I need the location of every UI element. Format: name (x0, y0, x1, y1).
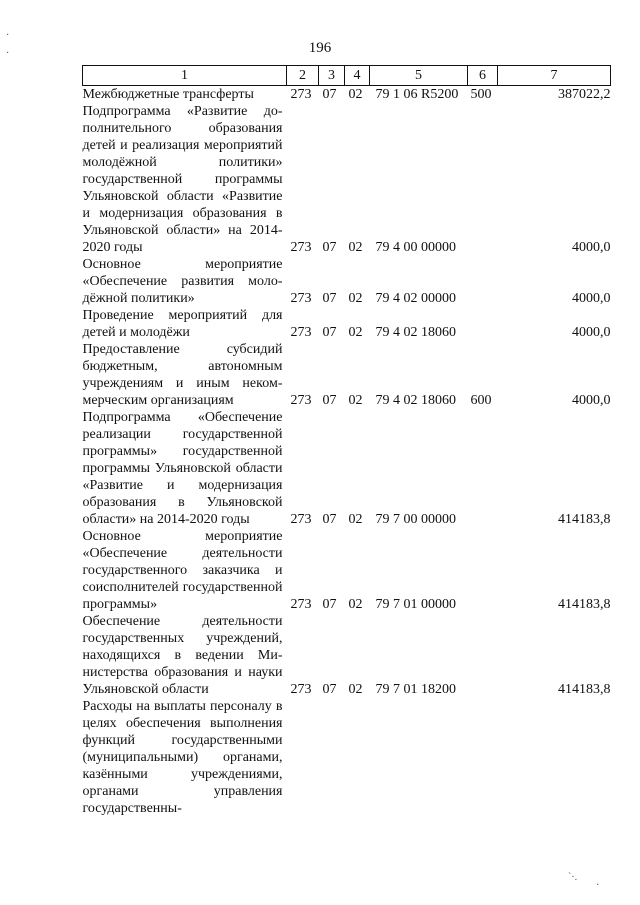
table-row (83, 256, 611, 307)
table-row (83, 86, 611, 104)
row-amount: 387022,2 (558, 87, 611, 102)
row-subsection-code (345, 698, 370, 817)
table-row (83, 307, 611, 341)
row-ministry-code: 273 (290, 325, 312, 340)
row-name: Основное мероприятие «Обеспечение развития молодёжной политики» (82, 257, 283, 306)
scan-speck: · (596, 880, 600, 891)
row-subsection-code: 02 (348, 87, 363, 102)
row-amount: 414183,8 (558, 597, 611, 612)
row-expense-type (468, 103, 498, 256)
row-amount: 414183,8 (558, 512, 611, 527)
table-header-row (83, 66, 611, 86)
row-expense-type (468, 613, 498, 698)
row-ministry-code (287, 698, 319, 817)
row-subsection-code: 02 (348, 512, 363, 527)
column-header: 4 (345, 66, 370, 86)
row-name: Подпрограмма «Обеспечение реализации государственной программы» государственной программы Ульяновской области «Развитие и модернизация образования в Ульяновской области» на 2014-2020 годы (82, 410, 283, 527)
row-target-code (370, 698, 468, 817)
row-ministry-code: 273 (290, 291, 312, 306)
row-section-code: 07 (322, 325, 337, 340)
row-subsection-code: 02 (348, 682, 363, 697)
column-header: 3 (319, 66, 345, 86)
column-header: 5 (370, 66, 468, 86)
row-amount: 4000,0 (572, 325, 611, 340)
row-target-code: 79 7 01 00000 (375, 597, 456, 612)
row-target-code: 79 7 00 00000 (375, 512, 456, 527)
row-section-code: 07 (322, 682, 337, 697)
row-section-code (319, 698, 345, 817)
row-name: Межбюджетные трансферты (82, 87, 254, 102)
row-subsection-code: 02 (348, 597, 363, 612)
scan-speck: · (6, 48, 10, 59)
table-row (83, 341, 611, 409)
row-section-code: 07 (322, 512, 337, 527)
row-subsection-code: 02 (348, 393, 363, 408)
column-header: 6 (468, 66, 498, 86)
page-number: 196 (308, 40, 332, 56)
row-expense-type (468, 307, 498, 341)
row-amount (498, 698, 611, 817)
row-amount: 414183,8 (558, 682, 611, 697)
scan-speck: `·. (568, 872, 578, 883)
scan-speck: · (6, 30, 10, 41)
column-header: 7 (498, 66, 611, 86)
row-subsection-code: 02 (348, 325, 363, 340)
row-name: Основное мероприятие «Обеспечение деятельности государственного заказчика и соисполнителей государственной программы» (82, 529, 283, 612)
row-target-code: 79 4 02 18060 (375, 325, 456, 340)
row-subsection-code: 02 (348, 291, 363, 306)
row-target-code: 79 1 06 R5200 (375, 87, 459, 102)
table-row (83, 409, 611, 528)
row-section-code: 07 (322, 393, 337, 408)
row-name: Подпрограмма «Развитие дополнительного образования детей и реализация мероприятий молодёжной политики» государственной программы Ульяновской области «Развитие и модернизация образования в Ульяновской области» на 2014-2020 годы (82, 104, 283, 255)
table-row (83, 613, 611, 698)
table-row (83, 103, 611, 256)
row-subsection-code: 02 (348, 240, 363, 255)
row-name: Предоставление субсидий бюджетным, автономным учреждениям и иным некоммерческим организациям (82, 342, 283, 408)
row-name: Расходы на выплаты персоналу в целях обеспечения выполнения функций государственными (муниципальными) органами, казёнными учреждениями, органами управления государственны- (82, 699, 283, 816)
column-header: 2 (287, 66, 319, 86)
row-expense-type: 500 (470, 87, 492, 102)
row-amount: 4000,0 (572, 240, 611, 255)
column-header: 1 (83, 66, 287, 86)
row-name: Проведение мероприятий для детей и молодёжи (82, 308, 283, 340)
row-expense-type (468, 256, 498, 307)
row-ministry-code: 273 (290, 393, 312, 408)
table-row (83, 698, 611, 817)
row-section-code: 07 (322, 597, 337, 612)
row-target-code: 79 4 02 18060 (375, 393, 456, 408)
row-ministry-code: 273 (290, 682, 312, 697)
row-target-code: 79 4 02 00000 (375, 291, 456, 306)
row-section-code: 07 (322, 291, 337, 306)
row-target-code: 79 4 00 00000 (375, 240, 456, 255)
row-expense-type (468, 528, 498, 613)
row-ministry-code: 273 (290, 512, 312, 527)
row-amount: 4000,0 (572, 291, 611, 306)
row-ministry-code: 273 (290, 87, 312, 102)
row-expense-type (468, 409, 498, 528)
row-section-code: 07 (322, 87, 337, 102)
row-target-code: 79 7 01 18200 (375, 682, 456, 697)
row-name: Обеспечение деятельности государственных учреждений, находящихся в ведении Министерства образования и науки Ульяновской области (82, 614, 283, 697)
row-amount: 4000,0 (572, 393, 611, 408)
row-ministry-code: 273 (290, 240, 312, 255)
row-expense-type (468, 698, 498, 817)
row-expense-type: 600 (470, 393, 492, 408)
budget-table (82, 65, 611, 817)
row-section-code: 07 (322, 240, 337, 255)
row-ministry-code: 273 (290, 597, 312, 612)
table-row (83, 528, 611, 613)
